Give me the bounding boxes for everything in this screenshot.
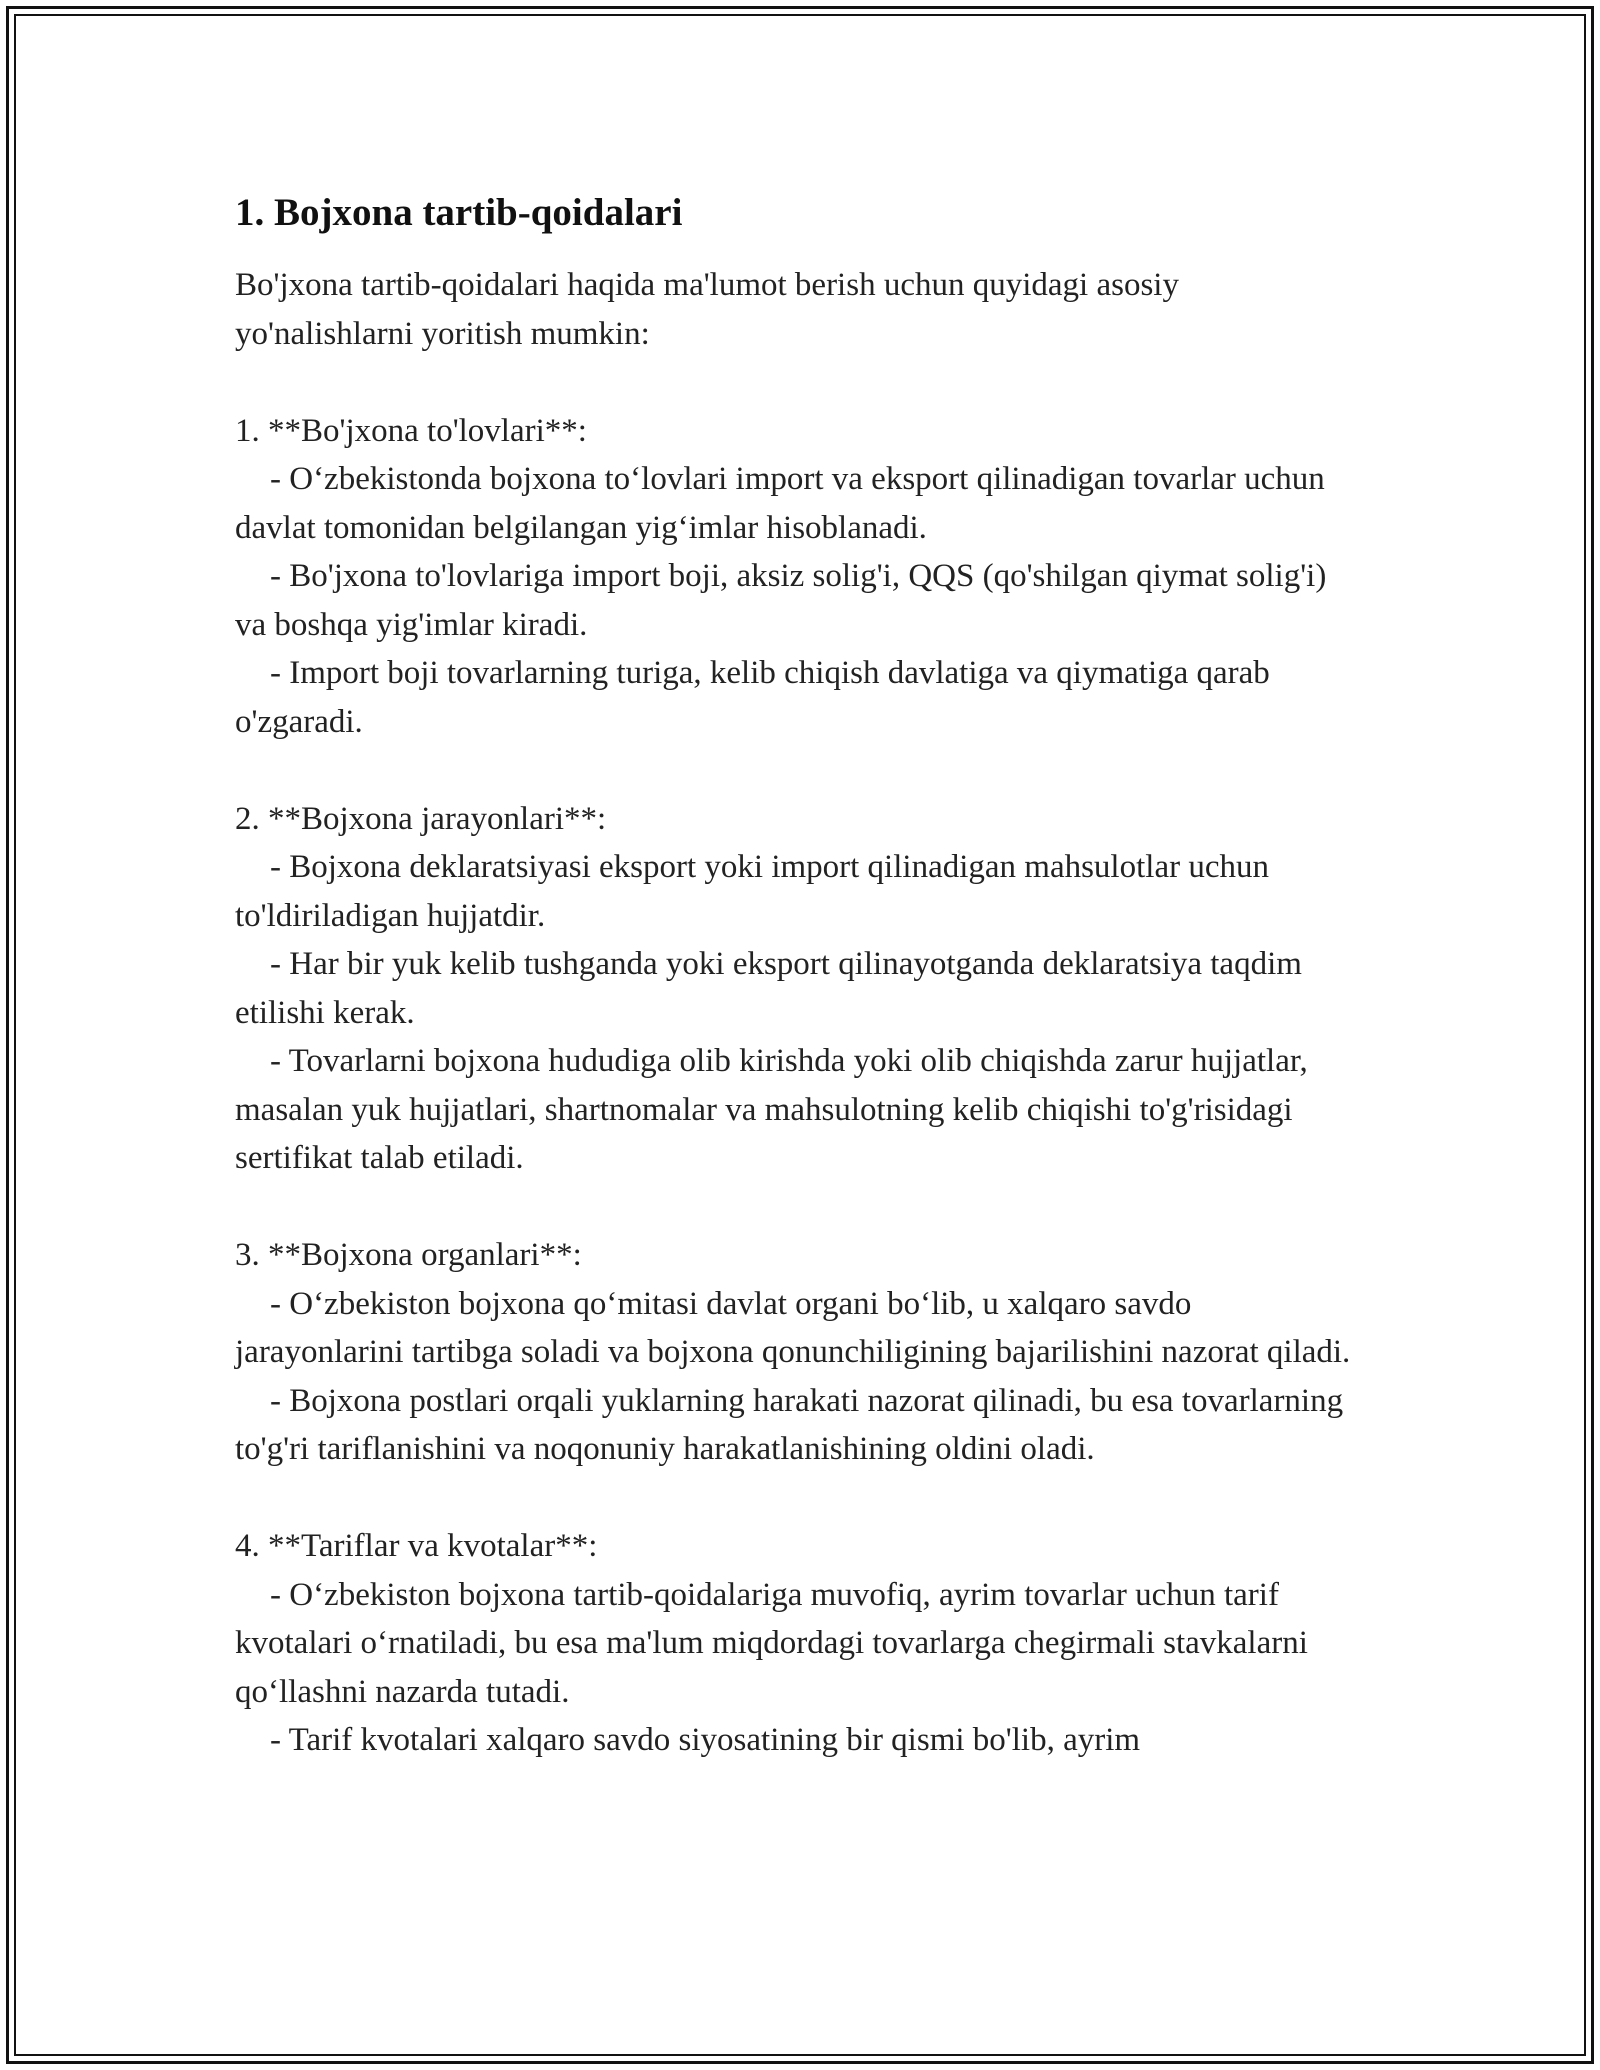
document-body: [235, 185, 1365, 1765]
intro-paragraph: Bo'jxona tartib-qoidalari haqida ma'lumot berish uchun quyidagi asosiy yo'nalishlarni yoritish mumkin:: [235, 267, 1179, 352]
list-item: - Bojxona deklaratsiyasi eksport yoki import qilinadigan mahsulotlar uchun to'ldiriladigan hujjatdir.: [235, 849, 1269, 934]
section-bojxona-tolovlari: [235, 407, 1365, 747]
list-item: - Bojxona postlari orqali yuklarning harakati nazorat qilinadi, bu esa tovarlarning to'g'ri tariflanishini va noqonuniy harakatlanishining oldini oladi.: [235, 1382, 1344, 1467]
spacer: [235, 1474, 1365, 1523]
list-item: - O‘zbekistonda bojxona to‘lovlari import va eksport qilinadigan tovarlar uchun davlat tomonidan belgilangan yig‘imlar hisoblanadi.: [235, 461, 1325, 546]
section-tariflar-kvotalar: [235, 1522, 1365, 1765]
section-title: 3. **Bojxona organlari**:: [235, 1237, 582, 1273]
list-item: - O‘zbekiston bojxona qo‘mitasi davlat organi bo‘lib, u xalqaro savdo jarayonlarini tartibga soladi va bojxona qonunchiligining bajarilishini nazorat qiladi.: [235, 1285, 1351, 1370]
spacer: [235, 746, 1365, 795]
list-item: - O‘zbekiston bojxona tartib-qoidalariga muvofiq, ayrim tovarlar uchun tarif kvotalari o‘rnatiladi, bu esa ma'lum miqdordagi tovarlarga chegirmali stavkalarni qo‘llashni nazarda tutadi.: [235, 1576, 1308, 1710]
section-bojxona-jarayonlari: [235, 795, 1365, 1183]
spacer: [235, 1183, 1365, 1232]
list-item: - Har bir yuk kelib tushganda yoki eksport qilinayotganda deklaratsiya taqdim etilishi kerak.: [235, 946, 1302, 1031]
section-title: 2. **Bojxona jarayonlari**:: [235, 800, 607, 837]
section-bojxona-organlari: [235, 1231, 1365, 1474]
list-item: - Import boji tovarlarning turiga, kelib chiqish davlatiga va qiymatiga qarab o'zgaradi.: [235, 655, 1270, 740]
list-item: - Bo'jxona to'lovlariga import boji, aksiz solig'i, QQS (qo'shilgan qiymat solig'i) va boshqa yig'imlar kiradi.: [235, 558, 1327, 643]
list-item: - Tarif kvotalari xalqaro savdo siyosatining bir qismi bo'lib, ayrim: [270, 1722, 1141, 1758]
document-heading: 1. Bojxona tartib-qoidalari: [235, 191, 683, 234]
section-title: 4. **Tariflar va kvotalar**:: [235, 1528, 598, 1564]
spacer: [235, 358, 1365, 407]
list-item: - Tovarlarni bojxona hududiga olib kirishda yoki olib chiqishda zarur hujjatlar, masalan yuk hujjatlari, shartnomalar va mahsulotning kelib chiqishi to'g'risidagi sertifikat talab etiladi.: [235, 1043, 1308, 1176]
section-title: 1. **Bo'jxona to'lovlari**:: [235, 412, 587, 449]
